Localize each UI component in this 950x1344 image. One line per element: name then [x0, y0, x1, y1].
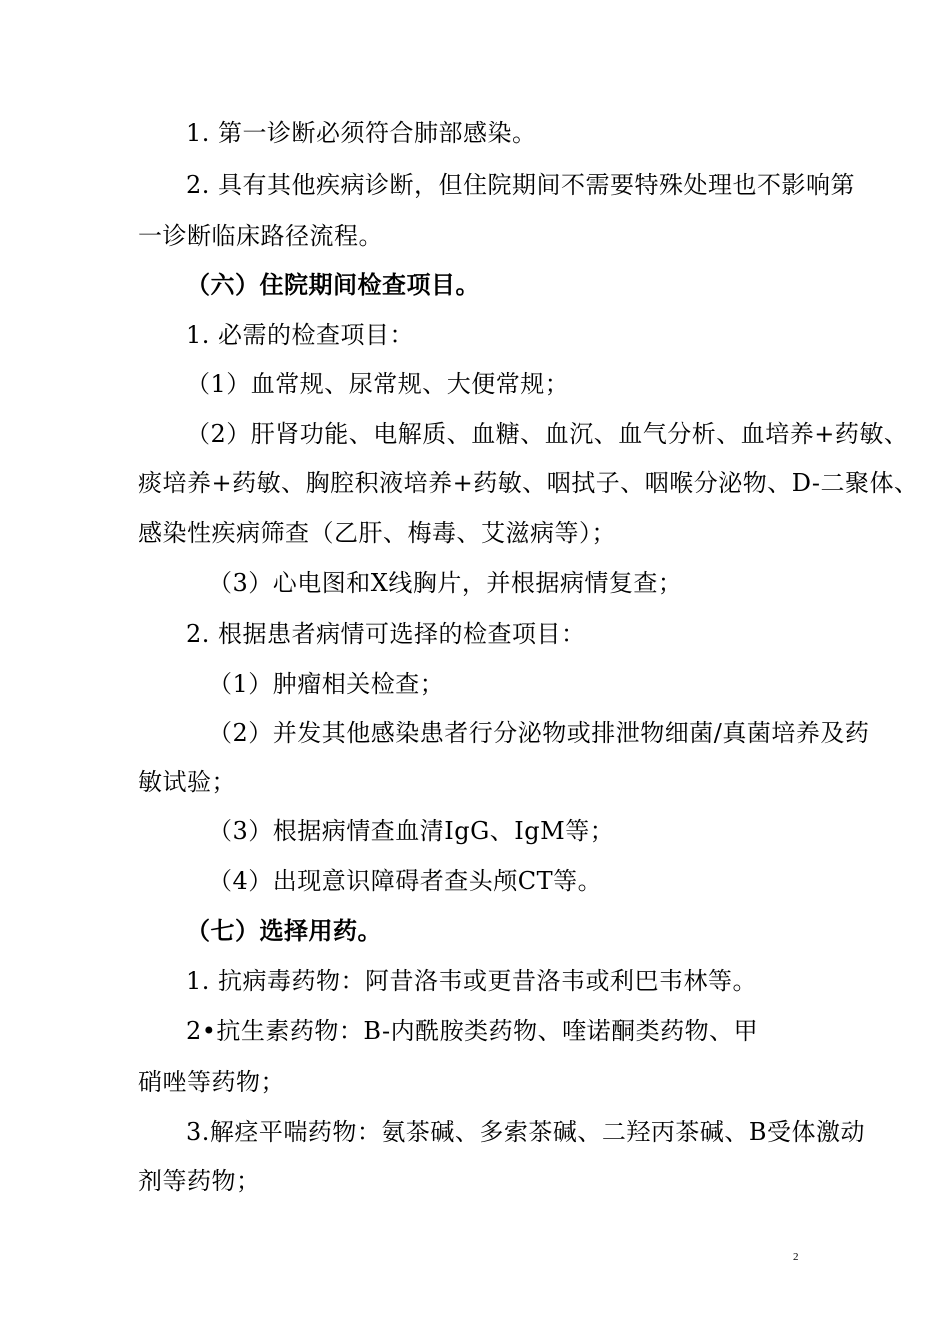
drug-2-antibiotic-cont: 硝唑等药物；: [138, 1068, 285, 1096]
drug-1-antiviral: 1. 抗病毒药物：阿昔洛韦或更昔洛韦或利巴韦林等。: [186, 967, 758, 995]
drug-3-antispasmodic: 3.解痉平喘药物：氨茶碱、多索茶碱、二羟丙茶碱、B受体激动: [186, 1118, 866, 1146]
subitem-optional-exams: 2. 根据患者病情可选择的检查项目：: [186, 620, 586, 648]
optional-2-culture-cont: 敏试验；: [138, 768, 236, 796]
drug-3-antispasmodic-cont: 剂等药物；: [138, 1167, 261, 1195]
item-2-other-diagnosis: 2. 具有其他疾病诊断，但住院期间不需要特殊处理也不影响第: [186, 171, 856, 199]
optional-2-culture: （2）并发其他感染患者行分泌物或排泄物细菌/真菌培养及药: [208, 719, 870, 747]
section-heading-6: （六）住院期间检查项目。: [186, 271, 480, 299]
exam-2-labs: （2）肝肾功能、电解质、血糖、血沉、血气分析、血培养+药敏、: [186, 420, 909, 448]
exam-2-labs-cont-1: 痰培养+药敏、胸腔积液培养+药敏、咽拭子、咽喉分泌物、D-二聚体、: [138, 469, 919, 497]
section-heading-7: （七）选择用药。: [186, 917, 382, 945]
page-number: 2: [793, 1251, 799, 1263]
optional-3-igg: （3）根据病情查血清IgG、IgM等；: [208, 817, 615, 845]
exam-2-labs-cont-2: 感染性疾病筛查（乙肝、梅毒、艾滋病等）；: [138, 519, 616, 547]
optional-4-ct: （4）出现意识障碍者查头颅CT等。: [208, 867, 603, 895]
drug-2-antibiotic: 2•抗生素药物：B-内酰胺类药物、喹诺酮类药物、甲: [186, 1017, 759, 1045]
optional-1-tumor: （1）肿瘤相关检查；: [208, 670, 445, 698]
item-1-first-diagnosis: 1. 第一诊断必须符合肺部感染。: [186, 119, 537, 147]
exam-1-routine: （1）血常规、尿常规、大便常规；: [186, 370, 570, 398]
item-2-other-diagnosis-cont: 一诊断临床路径流程。: [138, 222, 383, 250]
subitem-required-exams: 1. 必需的检查项目：: [186, 321, 415, 349]
exam-3-ecg-xray: （3）心电图和X线胸片，并根据病情复查；: [208, 569, 683, 597]
